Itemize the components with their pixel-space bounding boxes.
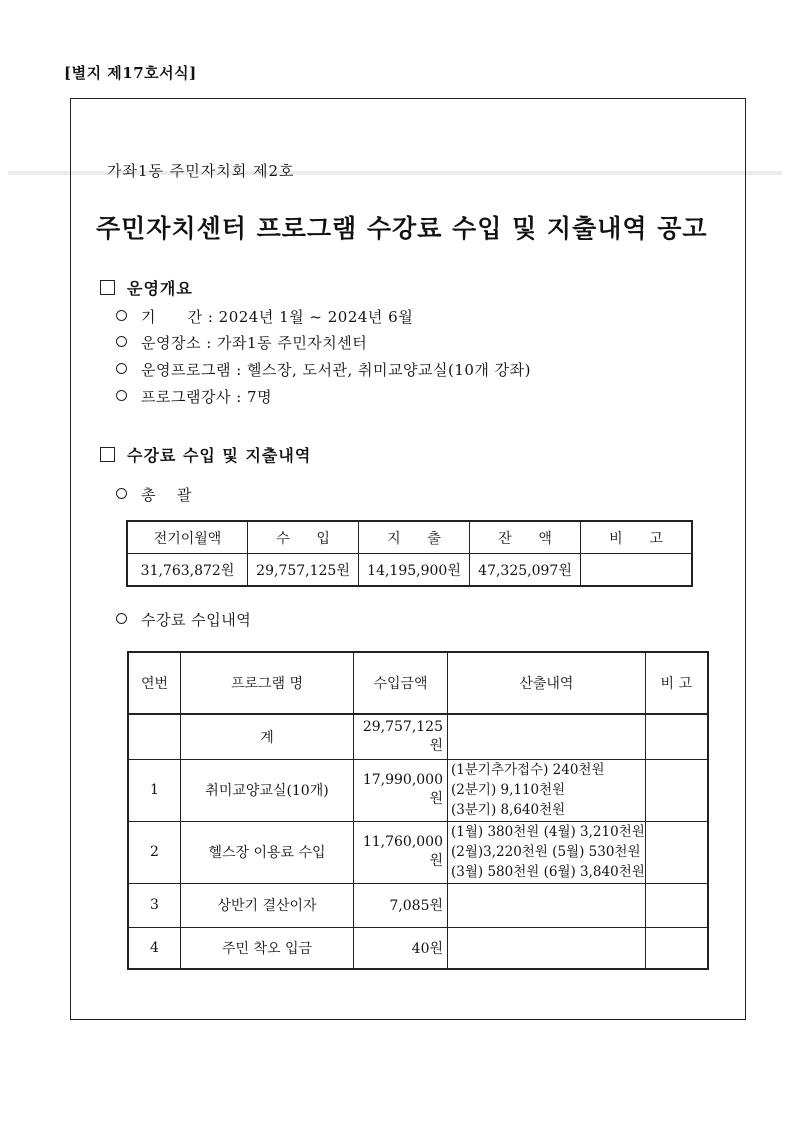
income-cell-amount: 17,990,000원: [354, 759, 448, 821]
income-row: [128, 759, 708, 821]
income-cell-no: [128, 714, 181, 759]
section-finance-heading: 수강료 수입 및 지출내역: [127, 446, 312, 465]
income-cell-amount: 11,760,000원: [354, 821, 448, 883]
income-header-row: [128, 652, 708, 714]
summary-header-row: [127, 521, 692, 554]
income-header-cell: 비 고: [645, 652, 708, 714]
section-overview: [100, 276, 193, 299]
summary-header-cell: 비 고: [581, 521, 693, 554]
summary-value-cell: 14,195,900원: [359, 554, 470, 587]
income-cell-detail: [448, 883, 646, 927]
summary-header-cell: 수 입: [248, 521, 359, 554]
income-cell-amount: 40원: [354, 927, 448, 969]
detail-line: (3월) 580천원 (6월) 3,840천원: [451, 864, 645, 880]
income-cell-program: 계: [181, 714, 354, 759]
summary-value-cell: 29,757,125원: [248, 554, 359, 587]
income-cell-program: 상반기 결산이자: [181, 883, 354, 927]
detail-line: (1분기추가접수) 240천원: [451, 762, 605, 778]
income-header-cell: 산출내역: [448, 652, 646, 714]
income-total-row: [128, 714, 708, 759]
detail-line: (1월) 380천원 (4월) 3,210천원: [451, 824, 645, 840]
income-cell-amount: 29,757,125원: [354, 714, 448, 759]
income-header-cell: 프로그램 명: [181, 652, 354, 714]
income-cell-note: [645, 883, 708, 927]
circle-bullet-icon: [116, 488, 127, 499]
detail-line: (2월)3,220천원 (5월) 530천원: [451, 844, 641, 860]
checkbox-square-icon: [100, 280, 115, 295]
summary-label: 총 괄: [116, 484, 192, 505]
income-header-cell: 수입금액: [354, 652, 448, 714]
detail-line: (3분기) 8,640천원: [451, 802, 566, 818]
income-cell-detail: [448, 759, 646, 821]
summary-header-cell: 잔 액: [470, 521, 581, 554]
income-row: [128, 927, 708, 969]
circle-bullet-icon: [116, 613, 127, 624]
income-row: [128, 821, 708, 883]
income-cell-program: 주민 착오 입금: [181, 927, 354, 969]
income-cell-note: [645, 759, 708, 821]
income-row: [128, 883, 708, 927]
income-cell-detail: [448, 927, 646, 969]
income-cell-amount: 7,085원: [354, 883, 448, 927]
circle-bullet-icon: [116, 336, 127, 347]
circle-bullet-icon: [116, 390, 127, 401]
summary-header-cell: 지 출: [359, 521, 470, 554]
income-cell-program: 취미교양교실(10개): [181, 759, 354, 821]
income-cell-note: [645, 927, 708, 969]
income-header-cell: 연번: [128, 652, 181, 714]
income-cell-no: 2: [128, 821, 181, 883]
checkbox-square-icon: [100, 447, 115, 462]
circle-bullet-icon: [116, 310, 127, 321]
income-cell-note: [645, 821, 708, 883]
overview-item-programs: 운영프로그램 : 헬스장, 도서관, 취미교양교실(10개 강좌): [116, 359, 531, 380]
summary-value-cell: [581, 554, 693, 587]
circle-bullet-icon: [116, 363, 127, 374]
income-cell-program: 헬스장 이용료 수입: [181, 821, 354, 883]
summary-table: [126, 520, 693, 587]
income-cell-no: 1: [128, 759, 181, 821]
summary-value-cell: 47,325,097원: [470, 554, 581, 587]
form-number: [별지 제17호서식]: [64, 64, 197, 82]
income-cell-detail: [448, 714, 646, 759]
document-subtitle: 가좌1동 주민자치회 제2호: [107, 162, 295, 180]
income-label: 수강료 수입내역: [116, 609, 251, 630]
section-overview-heading: 운영개요: [127, 279, 193, 298]
income-table: [127, 651, 709, 970]
income-cell-no: 4: [128, 927, 181, 969]
income-cell-no: 3: [128, 883, 181, 927]
document-title: 주민자치센터 프로그램 수강료 수입 및 지출내역 공고: [96, 214, 708, 243]
summary-value-cell: 31,763,872원: [127, 554, 248, 587]
overview-item-period: 기 간 : 2024년 1월 ~ 2024년 6월: [116, 306, 413, 327]
summary-value-row: [127, 554, 692, 587]
detail-line: (2분기) 9,110천원: [451, 782, 566, 798]
income-cell-detail: [448, 821, 646, 883]
income-cell-note: [645, 714, 708, 759]
summary-header-cell: 전기이월액: [127, 521, 248, 554]
overview-item-instructors: 프로그램강사 : 7명: [116, 386, 272, 407]
section-finance: [100, 443, 311, 466]
overview-item-location: 운영장소 : 가좌1동 주민자치센터: [116, 332, 367, 353]
